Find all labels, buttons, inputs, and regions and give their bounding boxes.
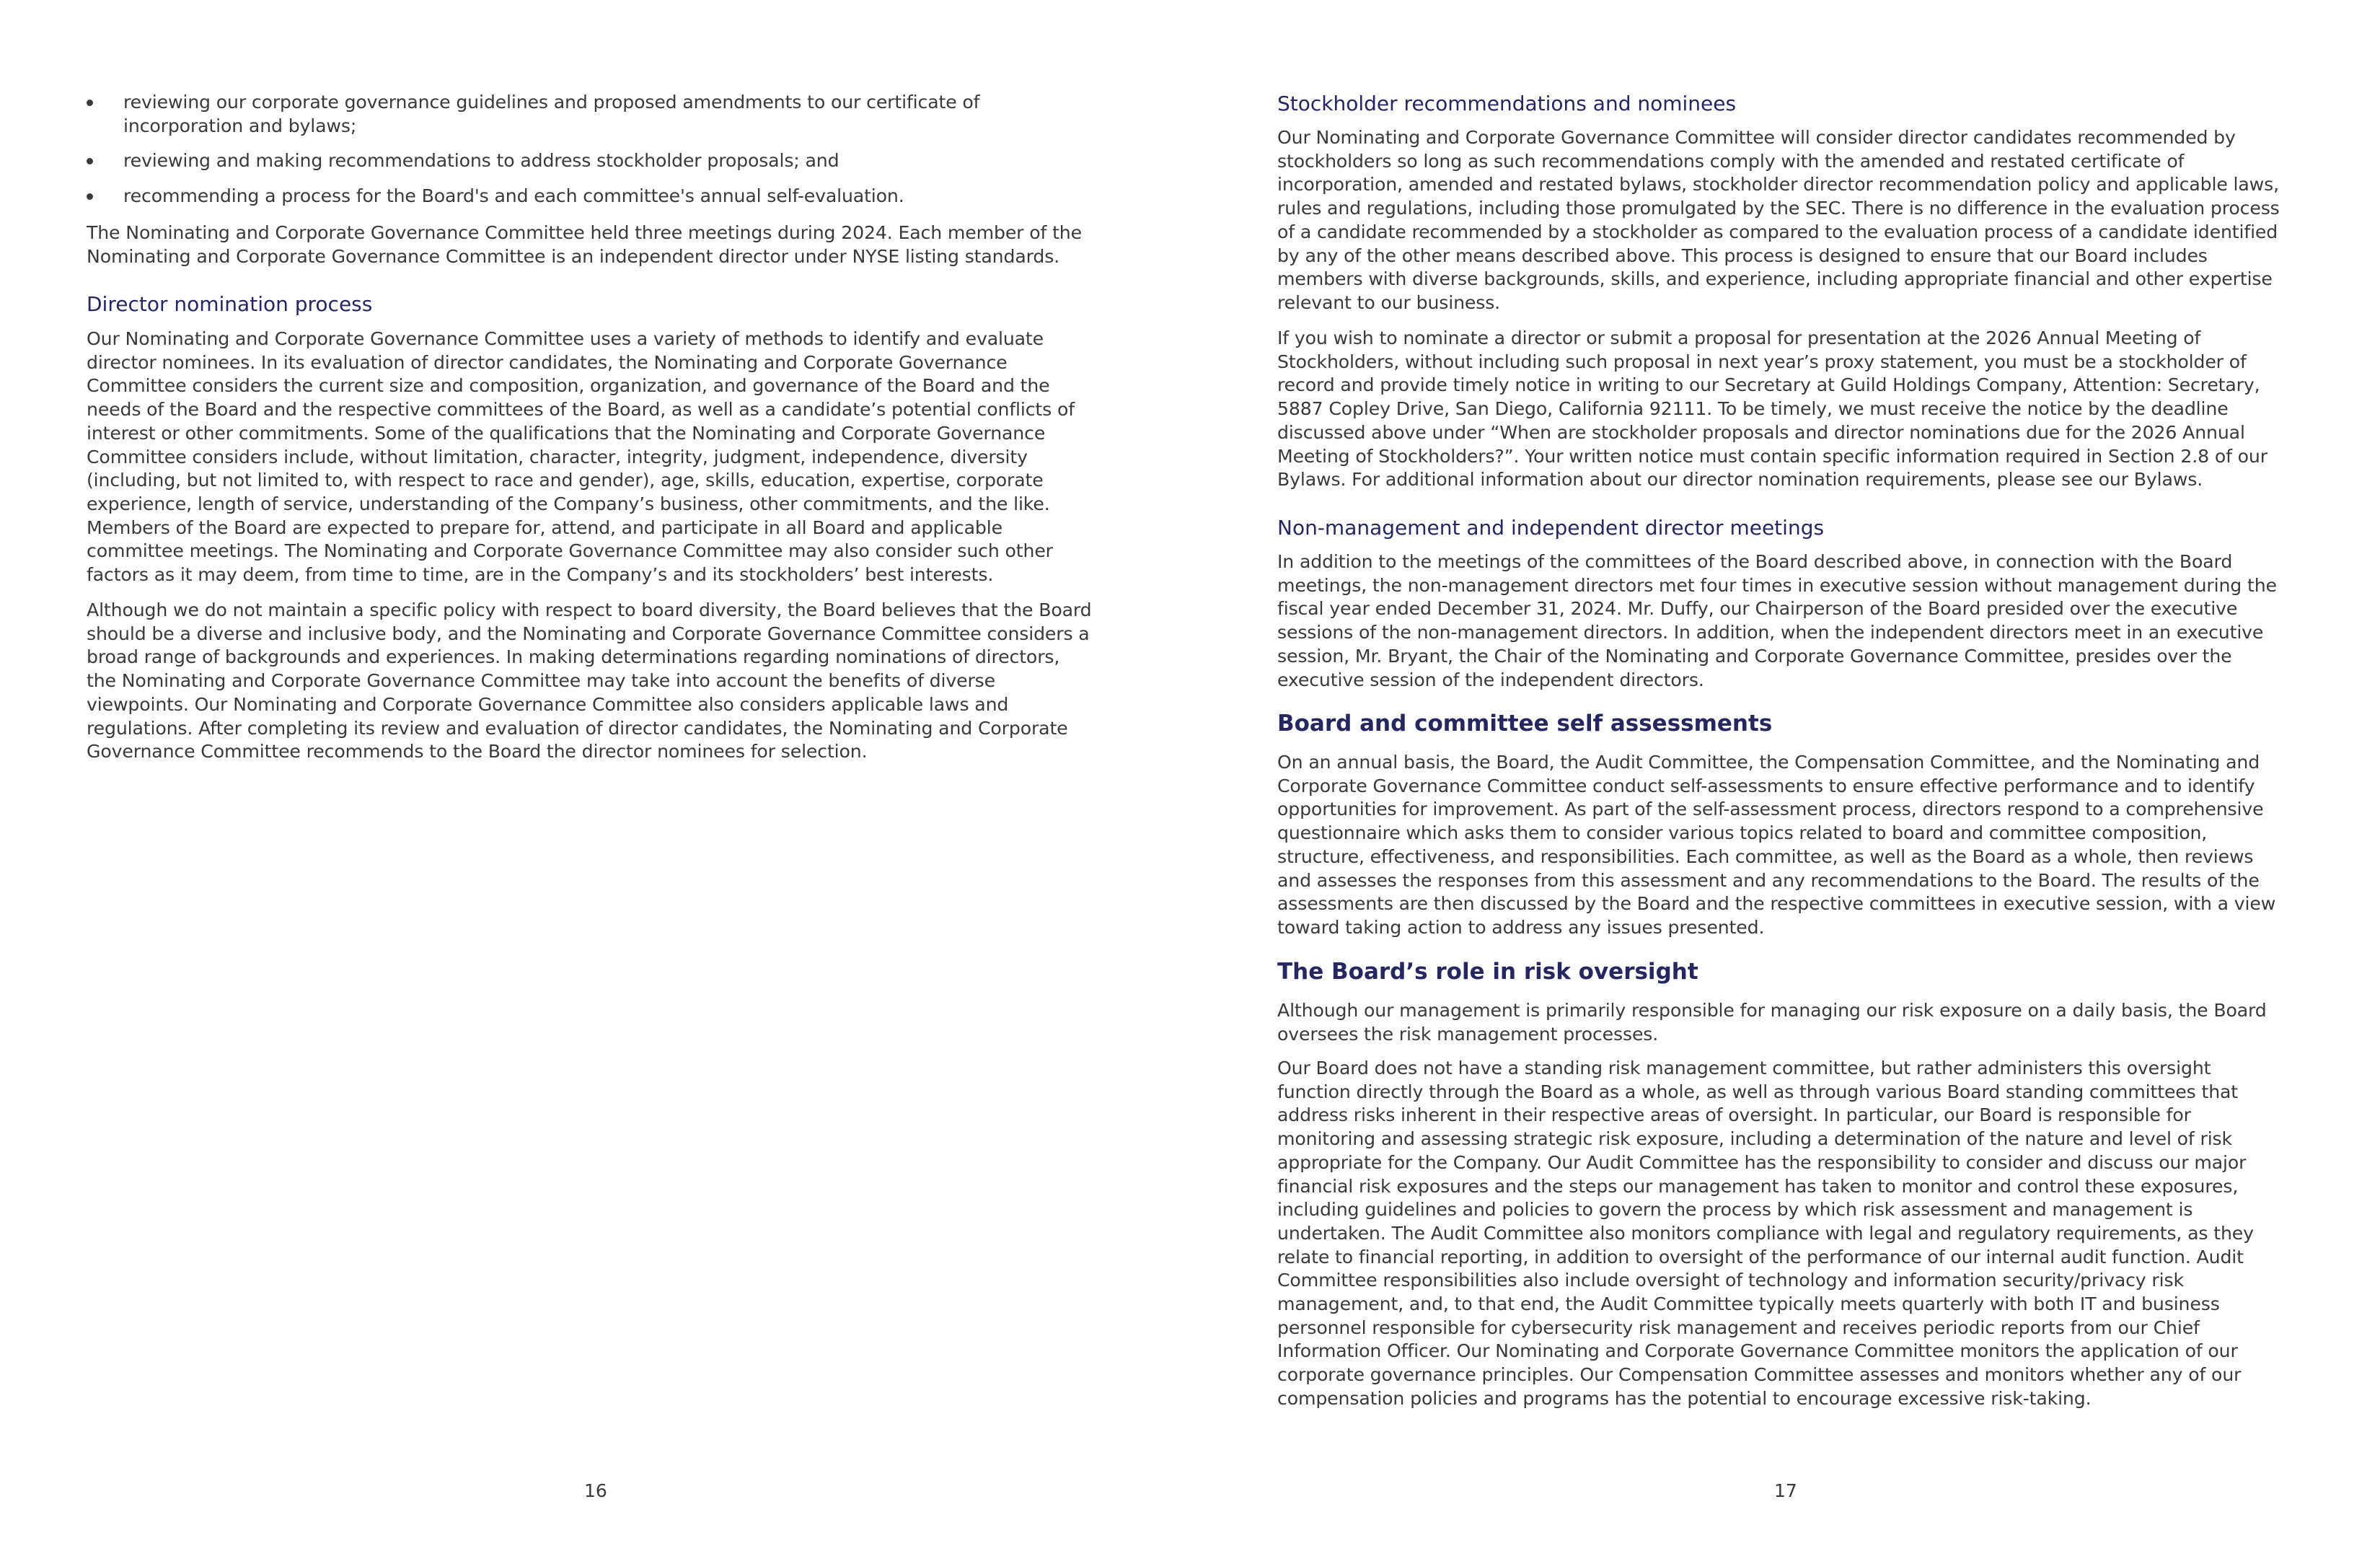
- non-management-meetings-paragraph: In addition to the meetings of the committees of the Board described above, in connection with the Board meetings, the non-management directors met four times in executive session without management during the fiscal year ended December 31, 2024. Mr. Duffy, our Chairperson of the Board presided over the executive sessions of the non-management directors. In addition, when the independent directors meet in an executive session, Mr. Bryant, the Chair of the Nominating and Corporate Governance Committee, presides over the executive session of the independent directors.: [1277, 551, 2277, 690]
- director-nomination-heading: Director nomination process: [87, 292, 373, 316]
- risk-oversight-paragraph-1: Although our management is primarily responsible for managing our risk exposure on a daily basis, the Board oversees the risk management processes.: [1277, 1000, 2267, 1045]
- director-nomination-paragraph-1: Our Nominating and Corporate Governance Committee uses a variety of methods to identify and evaluate director nominees. In its evaluation of director candidates, the Nominating and Corporate Governance Committee considers the current size and composition, organization, and governance of the Board and the needs of the Board and the respective committees of the Board, as well as a candidate’s potential conflicts of interest or other commitments. Some of the qualifications that the Nominating and Corporate Governance Committee considers include, without limitation, character, integrity, judgment, independence, diversity (including, but not limited to, with respect to race and gender), age, skills, education, expertise, corporate experience, length of service, understanding of the Company’s business, other commitments, and the like. Members of the Board are expected to prepare for, attend, and participate in all Board and applicable committee meetings. The Nominating and Corporate Governance Committee may also consider such other factors as it may deem, from time to time, are in the Company’s and its stockholders’ best interests.: [87, 328, 1075, 586]
- bullet-icon: [87, 158, 93, 164]
- page-17: [1190, 0, 2380, 1551]
- page-number: 17: [1774, 1480, 1797, 1501]
- stockholder-recommendations-heading: Stockholder recommendations and nominees: [1277, 92, 1737, 115]
- self-assessments-heading: Board and committee self assessments: [1277, 711, 1773, 737]
- committee-meetings-paragraph: The Nominating and Corporate Governance Committee held three meetings during 2024. Each member of the Nominating and Corporate Governance Committee is an independent director under NYSE listing standards.: [87, 222, 1082, 267]
- bullet-icon: [87, 193, 93, 200]
- bullet-icon: [87, 100, 93, 106]
- bullet-text: reviewing our corporate governance guidelines and proposed amendments to our certificate of incorporation and bylaws;: [123, 92, 980, 136]
- risk-oversight-heading: The Board’s role in risk oversight: [1277, 959, 1698, 985]
- stockholder-nomination-notice-paragraph: If you wish to nominate a director or submit a proposal for presentation at the 2026 Annual Meeting of Stockholders, without including such proposal in next year’s proxy statement, you must be a stockholder of record and provide timely notice in writing to our Secretary at Guild Holdings Company, Attention: Secretary, 5887 Copley Drive, San Diego, California 92111. To be timely, we must receive the notice by the deadline discussed above under “When are stockholder proposals and director nominations due for the 2026 Annual Meeting of Stockholders?”. Your written notice must contain specific information required in Section 2.8 of our Bylaws. For additional information about our director nomination requirements, please see our Bylaws.: [1277, 328, 2267, 491]
- board-diversity-paragraph: Although we do not maintain a specific policy with respect to board diversity, the Board believes that the Board should be a diverse and inclusive body, and the Nominating and Corporate Governance Committee considers a broad range of backgrounds and experiences. In making determinations regarding nominations of directors, the Nominating and Corporate Governance Committee may take into account the benefits of diverse viewpoints. Our Nominating and Corporate Governance Committee also considers applicable laws and regulations. After completing its review and evaluation of director candidates, the Nominating and Corporate Governance Committee recommends to the Board the director nominees for selection.: [87, 599, 1092, 763]
- non-management-meetings-heading: Non-management and independent director meetings: [1277, 516, 1825, 540]
- self-assessments-paragraph: On an annual basis, the Board, the Audit Committee, the Compensation Committee, and the Nominating and Corporate Governance Committee conduct self-assessments to ensure effective performance and to identify opportunities for improvement. As part of the self-assessment process, directors respond to a comprehensive questionnaire which asks them to consider various topics related to board and committee composition, structure, effectiveness, and responsibilities. Each committee, as well as the Board as a whole, then reviews and assesses the responses from this assessment and any recommendations to the Board. The results of the assessments are then discussed by the Board and the respective committees in executive session, with a view toward taking action to address any issues presented.: [1277, 752, 2276, 938]
- bullet-text: reviewing and making recommendations to address stockholder proposals; and: [123, 150, 839, 171]
- page-number: 16: [584, 1480, 607, 1501]
- bullet-text: recommending a process for the Board's and each committee's annual self-evaluation.: [123, 185, 904, 206]
- risk-oversight-paragraph-2: Our Board does not have a standing risk management committee, but rather administers this oversight function directly through the Board as a whole, as well as through various Board standing committees that address risks inherent in their respective areas of oversight. In particular, our Board is responsible for monitoring and assessing strategic risk exposure, including a determination of the nature and level of risk appropriate for the Company. Our Audit Committee has the responsibility to consider and discuss our major financial risk exposures and the steps our management has taken to monitor and control these exposures, including guidelines and policies to govern the process by which risk assessment and management is undertaken. The Audit Committee also monitors compliance with legal and regulatory requirements, as they relate to financial reporting, in addition to oversight of the performance of our internal audit function. Audit Committee responsibilities also include oversight of technology and information security/privacy risk management, and, to that end, the Audit Committee typically meets quarterly with both IT and business personnel responsible for cybersecurity risk management and receives periodic reports from our Chief Information Officer. Our Nominating and Corporate Governance Committee monitors the application of our corporate governance principles. Our Compensation Committee assesses and monitors whether any of our compensation policies and programs has the potential to encourage excessive risk-taking.: [1277, 1058, 2254, 1409]
- stockholder-recommendations-paragraph-1: Our Nominating and Corporate Governance Committee will consider director candidates recommended by stockholders so long as such recommendations comply with the amended and restated certificate of incorporation, amended and restated bylaws, stockholder director recommendation policy and applicable laws, rules and regulations, including those promulgated by the SEC. There is no difference in the evaluation process of a candidate recommended by a stockholder as compared to the evaluation process of a candidate identified by any of the other means described above. This process is designed to ensure that our Board includes members with diverse backgrounds, skills, and experience, including appropriate financial and other expertise relevant to our business.: [1277, 127, 2280, 313]
